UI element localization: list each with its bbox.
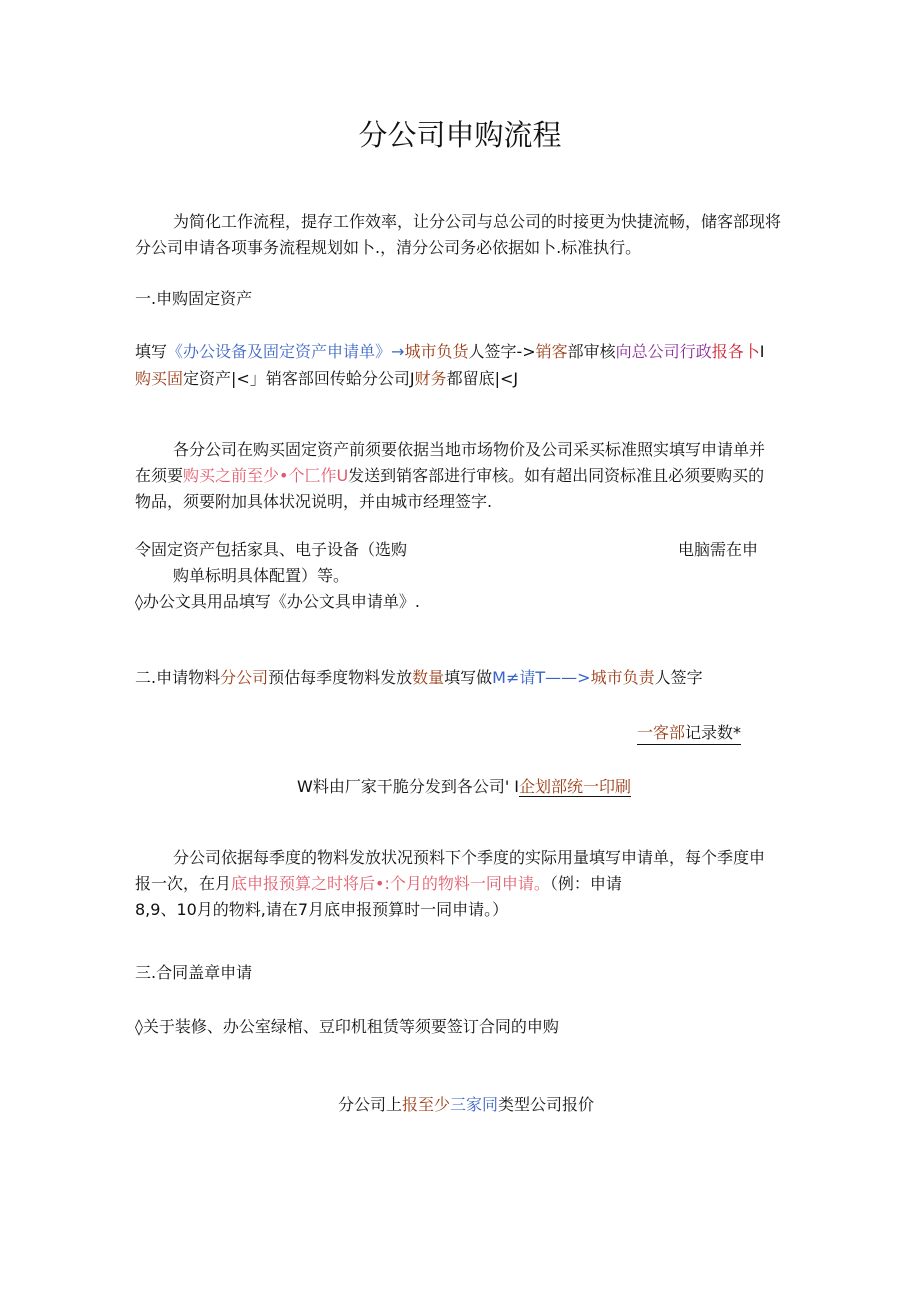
section-3-heading: 三.合同盖章申请 <box>135 963 253 982</box>
flow-text: 预估每季度物料发放 <box>268 668 413 687</box>
planning-dept-print: 企划部统一印刷 <box>519 777 632 796</box>
sales-dept-record <box>637 722 741 745</box>
intro-line-2: 分公司申请各项事务流程规划如卜.，清分公司务必依据如卜.标准执行。 <box>135 238 642 257</box>
para-text: （例：申请 <box>549 874 622 893</box>
s2-para-line-1: 分公司依据每季度的物料发放状况预料下个季度的实际用量填写申请单，每个季度申 <box>173 848 766 867</box>
flow-line-2 <box>135 368 518 390</box>
para-text: 在须要 <box>135 466 184 485</box>
s1-para-line-2 <box>135 465 764 487</box>
s2-para-line-3: 8,9、10月的物料,请在7月底申报预算时一同申请。） <box>135 900 509 919</box>
bullet-stationery: ◊办公文具用品填写《办公文具申请单》. <box>135 592 420 611</box>
distribution-line <box>297 776 631 798</box>
bullet-fixed-assets: 令固定资产包括家具、电子设备（选购 <box>135 540 408 559</box>
para-text: 报一次，在月 <box>135 874 232 893</box>
flow-text: 报各卜 <box>711 342 760 361</box>
para-highlight: 底申报预算之时将后•:个月的物料一同申请。 <box>231 874 550 893</box>
page-title: 分公司申购流程 <box>358 118 562 152</box>
quote-highlight: 三家同 <box>450 1095 499 1114</box>
section-2-heading: 二.申请物料 <box>135 668 221 687</box>
s2-para-line-2 <box>135 873 622 895</box>
s1-para-line-1: 各分公司在购买固定资产前须要依据当地市场物价及公司采买标准照实填写申请单并 <box>173 440 766 459</box>
bullet-fixed-assets-line-2: 购单标明具体配置）等。 <box>173 566 350 585</box>
section-1-heading: 一.申购固定资产 <box>135 289 253 308</box>
para-highlight: 购买之前至少•个匚作U <box>183 466 349 485</box>
bullet-contract: ◊关于装修、办公室绿棺、豆印机租赁等须要签订合同的申购 <box>135 1017 559 1036</box>
section-2-flow <box>135 667 703 689</box>
flow-text: 购买固 <box>135 369 184 388</box>
flow-text: 销客 <box>535 342 568 361</box>
form-name-link: 《办公设备及固定资产申请单》 <box>167 342 392 361</box>
flow-line-1 <box>135 341 764 363</box>
flow-text: M≠请T——> <box>492 668 591 687</box>
s1-para-line-3: 物品，须要附加具体状况说明，并由城市经理签字. <box>135 492 493 511</box>
flow-text: 城市负责 <box>590 668 655 687</box>
quote-text: 报至少 <box>402 1095 451 1114</box>
intro-line-1: 为简化工作流程，提存工作效率，让分公司与总公司的时接更为快捷流畅，储客部现将 <box>173 212 782 231</box>
distribution-text: W料由厂家干脆分发到各公司' I <box>297 777 520 796</box>
flow-text: 部审核 <box>567 342 616 361</box>
flow-text: 城市负货 <box>404 342 469 361</box>
quote-text: 分公司上 <box>338 1095 403 1114</box>
flow-text: 填写做 <box>444 668 493 687</box>
flow-text: 人签字-> <box>468 342 536 361</box>
flow-text: 人签字 <box>654 668 703 687</box>
record-text: 一客部 <box>637 723 686 742</box>
flow-text: 财务 <box>414 369 447 388</box>
flow-text: 定资产|<」销客部回传蛤分公司J <box>183 369 415 388</box>
flow-text: 向总公司 <box>615 342 680 361</box>
flow-text: I <box>759 342 765 361</box>
quote-text: 类型公司报价 <box>498 1095 595 1114</box>
flow-text: 行政 <box>679 342 712 361</box>
flow-text: 数量 <box>412 668 445 687</box>
flow-text: 分公司 <box>220 668 269 687</box>
record-text: 记录数* <box>685 723 742 742</box>
bullet-fixed-assets-cont: 电脑需在申 <box>678 540 759 559</box>
flow-text: 都留底|<J <box>446 369 519 388</box>
quote-line <box>338 1094 594 1116</box>
arrow-icon: → <box>391 342 405 361</box>
para-text: 发送到销客部进行审核。如有超出同资标准且必须要购买的 <box>348 466 765 485</box>
flow-text: 填写 <box>135 342 168 361</box>
